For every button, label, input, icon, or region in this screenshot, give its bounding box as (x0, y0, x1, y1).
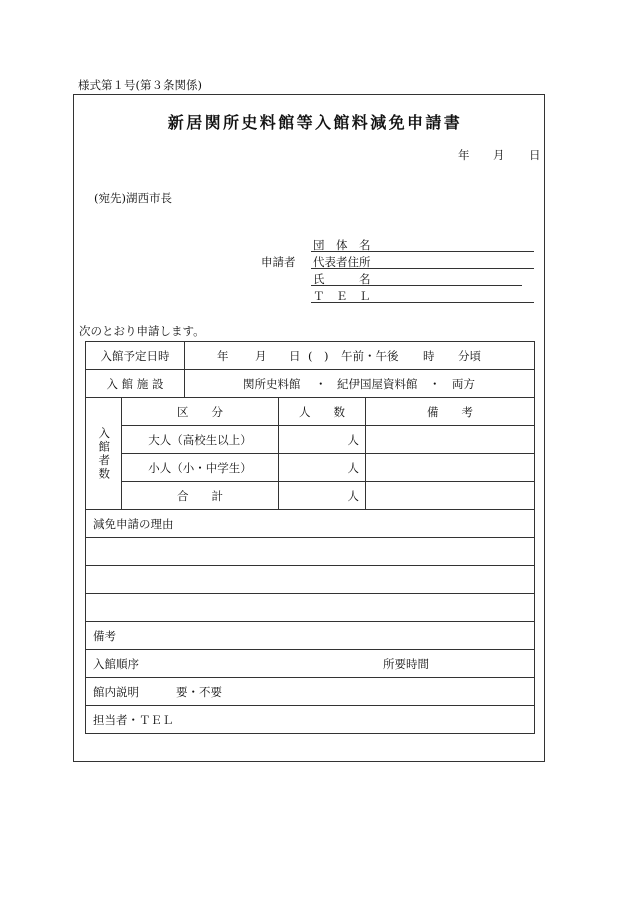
guide-options[interactable]: 要・不要 (176, 685, 222, 699)
tel-label: Ｔ Ｅ Ｌ (313, 289, 371, 303)
order-label: 入館順序 (93, 657, 139, 671)
date-year-label: 年 (458, 148, 470, 162)
facility-row (86, 370, 535, 398)
category-child: 小人（小・中学生） (122, 454, 279, 482)
visitors-label: 入館者数 (86, 398, 122, 510)
applicant-label: 申請者 (261, 255, 296, 269)
facility-separator: ・ (429, 377, 441, 391)
staff-field[interactable]: 担当者・ＴＥＬ (86, 706, 535, 734)
adult-notes-field[interactable] (366, 426, 535, 454)
facility-option-both[interactable]: 両方 (452, 377, 475, 391)
group-name-field[interactable] (311, 251, 534, 252)
visit-hour-label: 時 (423, 349, 435, 363)
order-field[interactable] (86, 650, 535, 678)
category-adult: 大人（高校生以上） (122, 426, 279, 454)
visitors-header-row (86, 398, 535, 426)
duration-label: 所要時間 (383, 657, 429, 671)
representative-address-label: 代表者住所 (313, 255, 371, 269)
tel-field[interactable] (311, 302, 534, 303)
facility-label: 入 館 施 設 (86, 370, 185, 398)
visit-month-label: 月 (255, 349, 267, 363)
table-row (86, 426, 535, 454)
intro-text: 次のとおり申請します。 (79, 324, 205, 338)
name-field[interactable] (311, 285, 522, 286)
reason-label: 減免申請の理由 (86, 510, 535, 538)
visit-day-label: 日 (289, 349, 301, 363)
reason-field[interactable] (86, 566, 535, 594)
guide-row (86, 678, 535, 706)
table-row (86, 482, 535, 510)
table-row (86, 454, 535, 482)
total-count-field[interactable]: 人 (279, 482, 366, 510)
form-number-label: 様式第１号(第３条関係) (78, 78, 202, 92)
facility-field (185, 370, 535, 398)
reason-field[interactable] (86, 538, 535, 566)
notes-field[interactable]: 備考 (86, 622, 535, 650)
total-notes-field[interactable] (366, 482, 535, 510)
representative-address-field[interactable] (311, 268, 534, 269)
guide-label: 館内説明 (93, 685, 139, 699)
adult-count-field[interactable]: 人 (279, 426, 366, 454)
notes-header: 備 考 (366, 398, 535, 426)
visit-weekday-paren: ( ) (308, 349, 329, 363)
page-title: 新居関所史料館等入館料減免申請書 (167, 113, 463, 132)
date-day-label: 日 (529, 148, 541, 162)
visit-time-field[interactable] (185, 342, 535, 370)
visit-minute-label: 分頃 (458, 349, 481, 363)
date-month-label: 月 (493, 148, 505, 162)
addressee: (宛先)湖西市長 (94, 191, 172, 205)
visit-ampm-label[interactable]: 午前・午後 (341, 349, 399, 363)
name-label: 氏 名 (313, 272, 371, 286)
facility-separator: ・ (315, 377, 327, 391)
group-name-label: 団 体 名 (313, 238, 371, 252)
visit-year-label: 年 (217, 349, 229, 363)
application-table (85, 341, 535, 734)
child-notes-field[interactable] (366, 454, 535, 482)
count-header: 人 数 (279, 398, 366, 426)
visit-time-label: 入館予定日時 (86, 342, 185, 370)
order-row (86, 650, 535, 678)
facility-option-kinokuniya[interactable]: 紀伊国屋資料館 (337, 377, 418, 391)
facility-option-sekisho[interactable]: 関所史料館 (243, 377, 301, 391)
notes-row (86, 622, 535, 650)
category-total: 合 計 (122, 482, 279, 510)
category-header: 区 分 (122, 398, 279, 426)
guide-field[interactable] (86, 678, 535, 706)
child-count-field[interactable]: 人 (279, 454, 366, 482)
reason-label-row (86, 510, 535, 538)
reason-field[interactable] (86, 594, 535, 622)
visit-time-row (86, 342, 535, 370)
staff-row (86, 706, 535, 734)
